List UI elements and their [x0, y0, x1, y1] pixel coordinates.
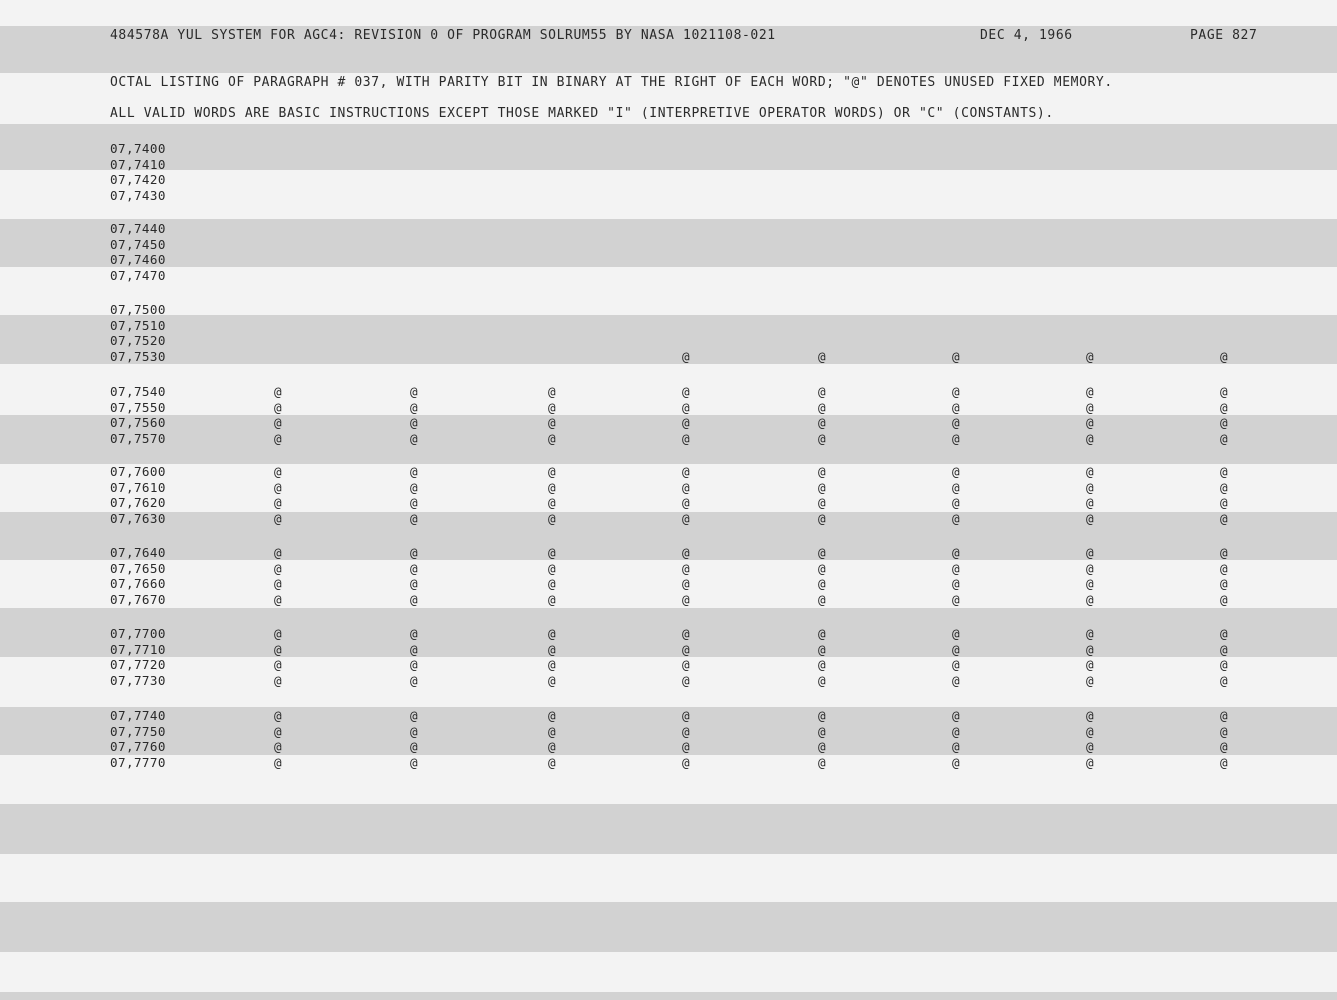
unused-memory-marker: @ — [818, 626, 826, 641]
row-address: 07,7710 — [110, 641, 166, 657]
unused-memory-marker: @ — [952, 708, 960, 723]
unused-memory-marker: @ — [410, 510, 418, 526]
unused-memory-marker: @ — [410, 464, 418, 479]
paper-band — [0, 512, 1337, 560]
unused-memory-marker: @ — [548, 576, 556, 591]
unused-memory-marker: @ — [1086, 415, 1094, 430]
unused-memory-marker: @ — [1220, 641, 1228, 657]
unused-memory-marker: @ — [682, 479, 690, 495]
unused-memory-marker: @ — [682, 545, 690, 560]
unused-memory-marker: @ — [1086, 348, 1094, 364]
row-address: 07,7770 — [110, 754, 166, 770]
unused-memory-marker: @ — [682, 723, 690, 739]
unused-memory-marker: @ — [274, 754, 282, 770]
row-address: 07,7640 — [110, 545, 166, 560]
row-address: 07,7420 — [110, 172, 166, 187]
listing-date: DEC 4, 1966 — [980, 28, 1073, 43]
row-address: 07,7440 — [110, 221, 166, 236]
unused-memory-marker: @ — [410, 672, 418, 688]
unused-memory-marker: @ — [818, 495, 826, 510]
unused-memory-marker: @ — [548, 591, 556, 607]
unused-memory-marker: @ — [1220, 591, 1228, 607]
row-address: 07,7450 — [110, 236, 166, 252]
unused-memory-marker: @ — [274, 399, 282, 415]
unused-memory-marker: @ — [818, 479, 826, 495]
unused-memory-marker: @ — [548, 626, 556, 641]
unused-memory-marker: @ — [1086, 591, 1094, 607]
unused-memory-marker: @ — [548, 384, 556, 399]
unused-memory-marker: @ — [952, 545, 960, 560]
unused-memory-marker: @ — [1220, 576, 1228, 591]
unused-memory-marker: @ — [410, 430, 418, 446]
unused-memory-marker: @ — [1220, 464, 1228, 479]
unused-memory-marker: @ — [274, 415, 282, 430]
row-address: 07,7400 — [110, 141, 166, 156]
unused-memory-marker: @ — [1220, 754, 1228, 770]
unused-memory-marker: @ — [1220, 479, 1228, 495]
unused-memory-marker: @ — [548, 641, 556, 657]
unused-memory-marker: @ — [1220, 384, 1228, 399]
row-address: 07,7620 — [110, 495, 166, 510]
unused-memory-marker: @ — [410, 399, 418, 415]
intro-text-2: ALL VALID WORDS ARE BASIC INSTRUCTIONS EXCEPT THOSE MARKED "I" (INTERPRETIVE OPERATOR WORDS) OR "C" (CONSTANTS). — [110, 106, 1054, 121]
unused-memory-marker: @ — [952, 641, 960, 657]
unused-memory-marker: @ — [1220, 430, 1228, 446]
unused-memory-marker: @ — [818, 591, 826, 607]
unused-memory-marker: @ — [818, 723, 826, 739]
unused-memory-marker: @ — [818, 672, 826, 688]
unused-memory-marker: @ — [410, 545, 418, 560]
unused-memory-marker: @ — [274, 384, 282, 399]
unused-memory-marker: @ — [818, 545, 826, 560]
unused-memory-marker: @ — [548, 560, 556, 576]
unused-memory-marker: @ — [818, 430, 826, 446]
unused-memory-marker: @ — [818, 560, 826, 576]
unused-memory-marker: @ — [952, 739, 960, 754]
row-address: 07,7430 — [110, 187, 166, 203]
unused-memory-marker: @ — [682, 464, 690, 479]
unused-memory-marker: @ — [1220, 399, 1228, 415]
paper-band — [0, 707, 1337, 755]
unused-memory-marker: @ — [1086, 510, 1094, 526]
unused-memory-marker: @ — [1220, 626, 1228, 641]
unused-memory-marker: @ — [952, 591, 960, 607]
unused-memory-marker: @ — [682, 626, 690, 641]
unused-memory-marker: @ — [818, 708, 826, 723]
unused-memory-marker: @ — [1086, 723, 1094, 739]
unused-memory-marker: @ — [1220, 560, 1228, 576]
unused-memory-marker: @ — [952, 576, 960, 591]
unused-memory-marker: @ — [1086, 545, 1094, 560]
unused-memory-marker: @ — [682, 739, 690, 754]
unused-memory-marker: @ — [410, 657, 418, 672]
unused-memory-marker: @ — [274, 430, 282, 446]
unused-memory-marker: @ — [818, 348, 826, 364]
unused-memory-marker: @ — [1086, 657, 1094, 672]
unused-memory-marker: @ — [682, 672, 690, 688]
unused-memory-marker: @ — [410, 591, 418, 607]
unused-memory-marker: @ — [952, 479, 960, 495]
unused-memory-marker: @ — [1220, 545, 1228, 560]
unused-memory-marker: @ — [952, 723, 960, 739]
unused-memory-marker: @ — [410, 641, 418, 657]
row-address: 07,7470 — [110, 267, 166, 283]
unused-memory-marker: @ — [274, 464, 282, 479]
row-address: 07,7520 — [110, 333, 166, 348]
unused-memory-marker: @ — [952, 754, 960, 770]
paper-band — [0, 608, 1337, 657]
unused-memory-marker: @ — [1086, 384, 1094, 399]
unused-memory-marker: @ — [1220, 510, 1228, 526]
unused-memory-marker: @ — [410, 708, 418, 723]
unused-memory-marker: @ — [1220, 672, 1228, 688]
unused-memory-marker: @ — [818, 576, 826, 591]
unused-memory-marker: @ — [548, 657, 556, 672]
unused-memory-marker: @ — [1086, 479, 1094, 495]
unused-memory-marker: @ — [274, 739, 282, 754]
unused-memory-marker: @ — [548, 415, 556, 430]
unused-memory-marker: @ — [952, 348, 960, 364]
row-address: 07,7700 — [110, 626, 166, 641]
unused-memory-marker: @ — [548, 510, 556, 526]
unused-memory-marker: @ — [1086, 672, 1094, 688]
unused-memory-marker: @ — [1086, 464, 1094, 479]
unused-memory-marker: @ — [682, 430, 690, 446]
unused-memory-marker: @ — [274, 626, 282, 641]
unused-memory-marker: @ — [410, 479, 418, 495]
unused-memory-marker: @ — [1086, 430, 1094, 446]
row-address: 07,7760 — [110, 739, 166, 754]
unused-memory-marker: @ — [274, 560, 282, 576]
unused-memory-marker: @ — [410, 560, 418, 576]
unused-memory-marker: @ — [410, 739, 418, 754]
unused-memory-marker: @ — [1086, 626, 1094, 641]
unused-memory-marker: @ — [818, 739, 826, 754]
job-title: 484578A YUL SYSTEM FOR AGC4: REVISION 0 OF PROGRAM SOLRUM55 BY NASA 1021108-021 — [110, 28, 776, 43]
paper-band — [0, 415, 1337, 464]
unused-memory-marker: @ — [1086, 576, 1094, 591]
row-address: 07,7550 — [110, 399, 166, 415]
unused-memory-marker: @ — [1220, 723, 1228, 739]
unused-memory-marker: @ — [818, 384, 826, 399]
unused-memory-marker: @ — [410, 626, 418, 641]
paper-band — [0, 219, 1337, 267]
unused-memory-marker: @ — [1220, 708, 1228, 723]
unused-memory-marker: @ — [548, 430, 556, 446]
unused-memory-marker: @ — [548, 399, 556, 415]
paper-band — [0, 804, 1337, 854]
unused-memory-marker: @ — [274, 657, 282, 672]
row-address: 07,7560 — [110, 415, 166, 430]
unused-memory-marker: @ — [1086, 495, 1094, 510]
unused-memory-marker: @ — [548, 464, 556, 479]
unused-memory-marker: @ — [548, 672, 556, 688]
unused-memory-marker: @ — [548, 723, 556, 739]
unused-memory-marker: @ — [682, 399, 690, 415]
unused-memory-marker: @ — [1086, 708, 1094, 723]
unused-memory-marker: @ — [410, 384, 418, 399]
unused-memory-marker: @ — [1086, 754, 1094, 770]
unused-memory-marker: @ — [1220, 657, 1228, 672]
unused-memory-marker: @ — [548, 754, 556, 770]
row-address: 07,7730 — [110, 672, 166, 688]
unused-memory-marker: @ — [818, 657, 826, 672]
row-address: 07,7540 — [110, 384, 166, 399]
unused-memory-marker: @ — [548, 495, 556, 510]
row-address: 07,7720 — [110, 657, 166, 672]
unused-memory-marker: @ — [274, 708, 282, 723]
unused-memory-marker: @ — [818, 754, 826, 770]
unused-memory-marker: @ — [410, 495, 418, 510]
unused-memory-marker: @ — [548, 479, 556, 495]
unused-memory-marker: @ — [274, 672, 282, 688]
row-address: 07,7600 — [110, 464, 166, 479]
unused-memory-marker: @ — [818, 415, 826, 430]
unused-memory-marker: @ — [1086, 739, 1094, 754]
unused-memory-marker: @ — [682, 348, 690, 364]
page-number: PAGE 827 — [1190, 28, 1258, 43]
unused-memory-marker: @ — [682, 510, 690, 526]
row-address: 07,7740 — [110, 708, 166, 723]
row-address: 07,7500 — [110, 302, 166, 317]
unused-memory-marker: @ — [1220, 348, 1228, 364]
unused-memory-marker: @ — [682, 708, 690, 723]
unused-memory-marker: @ — [548, 708, 556, 723]
unused-memory-marker: @ — [952, 399, 960, 415]
unused-memory-marker: @ — [410, 754, 418, 770]
paper-band — [0, 124, 1337, 170]
unused-memory-marker: @ — [274, 723, 282, 739]
row-address: 07,7460 — [110, 252, 166, 267]
unused-memory-marker: @ — [1086, 641, 1094, 657]
paper-band — [0, 902, 1337, 952]
unused-memory-marker: @ — [952, 464, 960, 479]
unused-memory-marker: @ — [682, 657, 690, 672]
unused-memory-marker: @ — [818, 641, 826, 657]
unused-memory-marker: @ — [952, 672, 960, 688]
paper-band — [0, 315, 1337, 364]
unused-memory-marker: @ — [548, 545, 556, 560]
row-address: 07,7510 — [110, 317, 166, 333]
unused-memory-marker: @ — [682, 754, 690, 770]
unused-memory-marker: @ — [274, 495, 282, 510]
unused-memory-marker: @ — [274, 576, 282, 591]
unused-memory-marker: @ — [274, 479, 282, 495]
unused-memory-marker: @ — [274, 641, 282, 657]
row-address: 07,7530 — [110, 348, 166, 364]
unused-memory-marker: @ — [682, 591, 690, 607]
unused-memory-marker: @ — [548, 739, 556, 754]
unused-memory-marker: @ — [952, 495, 960, 510]
unused-memory-marker: @ — [410, 576, 418, 591]
row-address: 07,7410 — [110, 156, 166, 172]
unused-memory-marker: @ — [682, 384, 690, 399]
unused-memory-marker: @ — [952, 415, 960, 430]
unused-memory-marker: @ — [818, 510, 826, 526]
unused-memory-marker: @ — [1086, 560, 1094, 576]
unused-memory-marker: @ — [1220, 495, 1228, 510]
unused-memory-marker: @ — [1086, 399, 1094, 415]
unused-memory-marker: @ — [818, 464, 826, 479]
unused-memory-marker: @ — [274, 510, 282, 526]
unused-memory-marker: @ — [274, 545, 282, 560]
unused-memory-marker: @ — [682, 495, 690, 510]
unused-memory-marker: @ — [952, 384, 960, 399]
row-address: 07,7670 — [110, 591, 166, 607]
unused-memory-marker: @ — [818, 399, 826, 415]
unused-memory-marker: @ — [1220, 739, 1228, 754]
unused-memory-marker: @ — [952, 510, 960, 526]
row-address: 07,7660 — [110, 576, 166, 591]
row-address: 07,7630 — [110, 510, 166, 526]
unused-memory-marker: @ — [410, 723, 418, 739]
paper-band — [0, 992, 1337, 1000]
unused-memory-marker: @ — [952, 560, 960, 576]
unused-memory-marker: @ — [682, 560, 690, 576]
unused-memory-marker: @ — [952, 430, 960, 446]
unused-memory-marker: @ — [1220, 415, 1228, 430]
unused-memory-marker: @ — [952, 626, 960, 641]
unused-memory-marker: @ — [682, 576, 690, 591]
row-address: 07,7650 — [110, 560, 166, 576]
unused-memory-marker: @ — [952, 657, 960, 672]
unused-memory-marker: @ — [682, 415, 690, 430]
unused-memory-marker: @ — [410, 415, 418, 430]
unused-memory-marker: @ — [682, 641, 690, 657]
row-address: 07,7610 — [110, 479, 166, 495]
unused-memory-marker: @ — [274, 591, 282, 607]
row-address: 07,7570 — [110, 430, 166, 446]
intro-text-1: OCTAL LISTING OF PARAGRAPH # 037, WITH PARITY BIT IN BINARY AT THE RIGHT OF EACH WORD; "@" DENOTES UNUSED FIXED MEMORY. — [110, 75, 1113, 90]
row-address: 07,7750 — [110, 723, 166, 739]
